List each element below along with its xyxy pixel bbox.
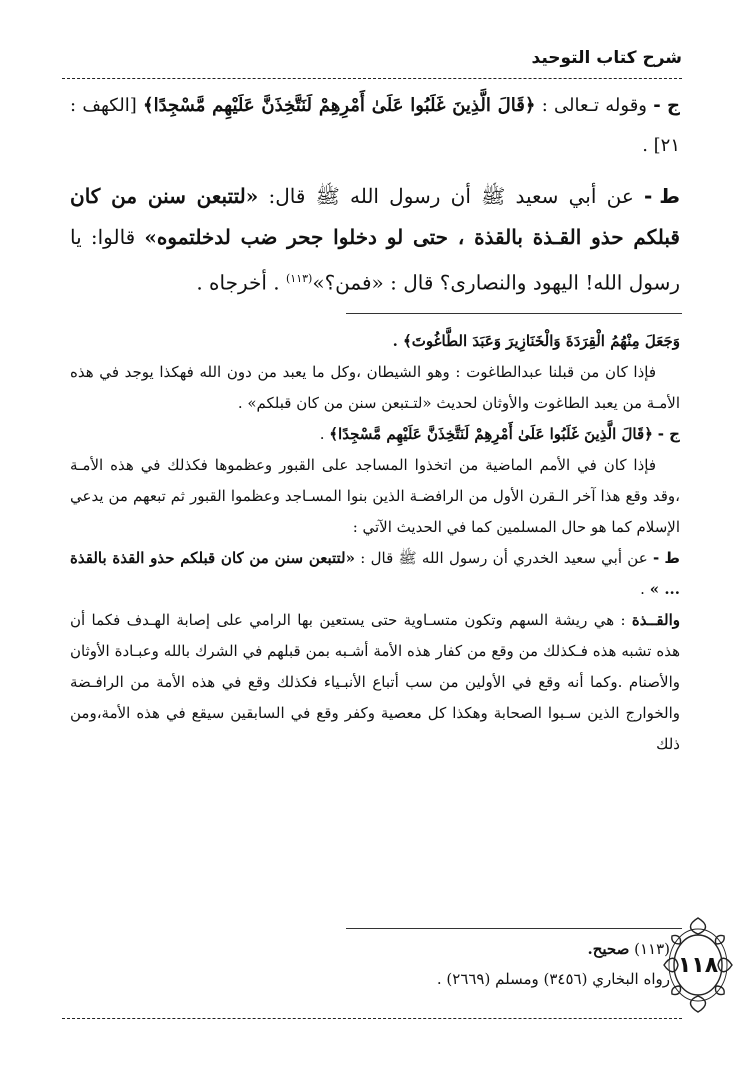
quran-reference: [الكهف : ٢١] . [70,95,680,156]
quran-verse: ﴿قَالَ الَّذِينَ غَلَبُوا عَلَىٰ أَمْرِهِمْ لَنَتَّخِذَنَّ عَلَيْهِم مَّسْجِدًا﴾ [143,95,536,116]
commentary [70,326,680,760]
term-qudhdha: والقــذة [631,611,680,629]
commentary-paragraph-5: والقــذة : هي ريشة السهم وتكون متسـاوية حتى يستعين بها الرامي على إصابة الهـدف فكما أن هذه تشبه هذه فـكذلك من وقع من كفار هذه الأمة أشـبه بمن قبلهم في الشرك بالله وعبـادة الأوثان والأصنام .وكما أنه وقع في الأولين من سب أتباع الأنبـياء فكذلك وقع في هذه الأمة من الرافـضة والخوارج الذين سـبوا الصحابة وهكذا كل معصية وكفر وقع في السابقين سيقع في هذه الأمة،ومن ذلك [70,611,680,753]
footnote-reference: (١١٣) [286,272,313,285]
footnote-number: (١١٣) [634,940,670,958]
commentary-paragraph-4: ط - عن أبي سعيد الخدري أن رسول الله ﷺ قال : «لتتبعن سنن من كان قبلكم حذو القذة بالقذة ... » . [70,543,680,605]
commentary-paragraph-3: فإذا كان في الأمم الماضية من اتخذوا المساجد على القبور وعظموها فكذلك في هذه الأمـة ،وقد وقع هذا آخر الـقرن الأول من الرافضـة الذين بنوا المسـاجد وعظموا القبور ثم تبعهم من يدعي الإسلام كما هو حال المسلمين كما في الحديث الآتي : [70,456,680,536]
commentary-paragraph-2: ج - ﴿قَالَ الَّذِينَ غَلَبُوا عَلَىٰ أَمْرِهِمْ لَنَتَّخِذَنَّ عَلَيْهِم مَّسْجِدًا﴾ . [70,419,680,450]
section-marker-jim: ج - [657,425,680,443]
commentary-paragraph-1: فإذا كان من قبلنا عبدالطاغوت : وهو الشيطان ،وكل ما يعبد من دون الله فهكذا يوجد في هذه الأمـة من يعبد الطاغوت والأوثان لحديث «لتـتبعن سنن من كان قبلكم» . [70,363,680,412]
footnote-line-2: رواه البخاري (٣٤٥٦) ومسلم (٢٦٦٩) . [436,970,670,988]
page-number-ornament [658,912,738,1018]
running-header: شرح كتاب التوحيد [531,48,682,68]
footnote-divider [346,928,682,929]
section-marker-jim: ج - [653,95,681,116]
footer-divider [62,1018,682,1019]
section-marker-ta: ط - [652,549,680,567]
section-marker-ta: ط - [643,184,681,208]
quran-quote-line: وَجَعَلَ مِنْهُمُ الْقِرَدَةَ وَالْخَنَازِيرَ وَعَبَدَ الطَّاغُوتَ﴾ . [392,332,680,350]
footnote-line-1 [70,934,670,964]
quran-verse: ﴿قَالَ الَّذِينَ غَلَبُوا عَلَىٰ أَمْرِهِمْ لَنَتَّخِذَنَّ عَلَيْهِم مَّسْجِدًا﴾ [329,425,653,443]
footnote [70,934,670,994]
page-number: ١١٨ [677,952,719,978]
header-divider [62,78,682,79]
hadith-quote: «لتتبعن سنن من كان قبلكم حذو القـذة بالقذة ، حتى لو دخلوا جحر ضب لدخلتموه» [70,184,680,249]
footnote-grade: صحيح. [587,940,630,958]
paragraph-quran-verse: ج - وقوله تـعالى : ﴿قَالَ الَّذِينَ غَلَبُوا عَلَىٰ أَمْرِهِمْ لَنَتَّخِذَنَّ عَلَيْهِم مَّسْجِدًا﴾ [الكهف : ٢١] . [70,86,680,166]
hadith-quote: «لتتبعن سنن من كان قبلكم حذو القذة بالقذة ... » [70,549,680,598]
section-divider [346,313,682,314]
paragraph-hadith: ط - عن أبي سعيد ﷺ أن رسول الله ﷺ قال: «لتتبعن سنن من كان قبلكم حذو القـذة بالقذة ، حتى لو دخلوا جحر ضب لدخلتموه» قالوا: يا رسول الله! اليهود والنصارى؟ قال : «فمن؟»$^{(١١٣)}$ . أخرجاه . [70,176,680,304]
